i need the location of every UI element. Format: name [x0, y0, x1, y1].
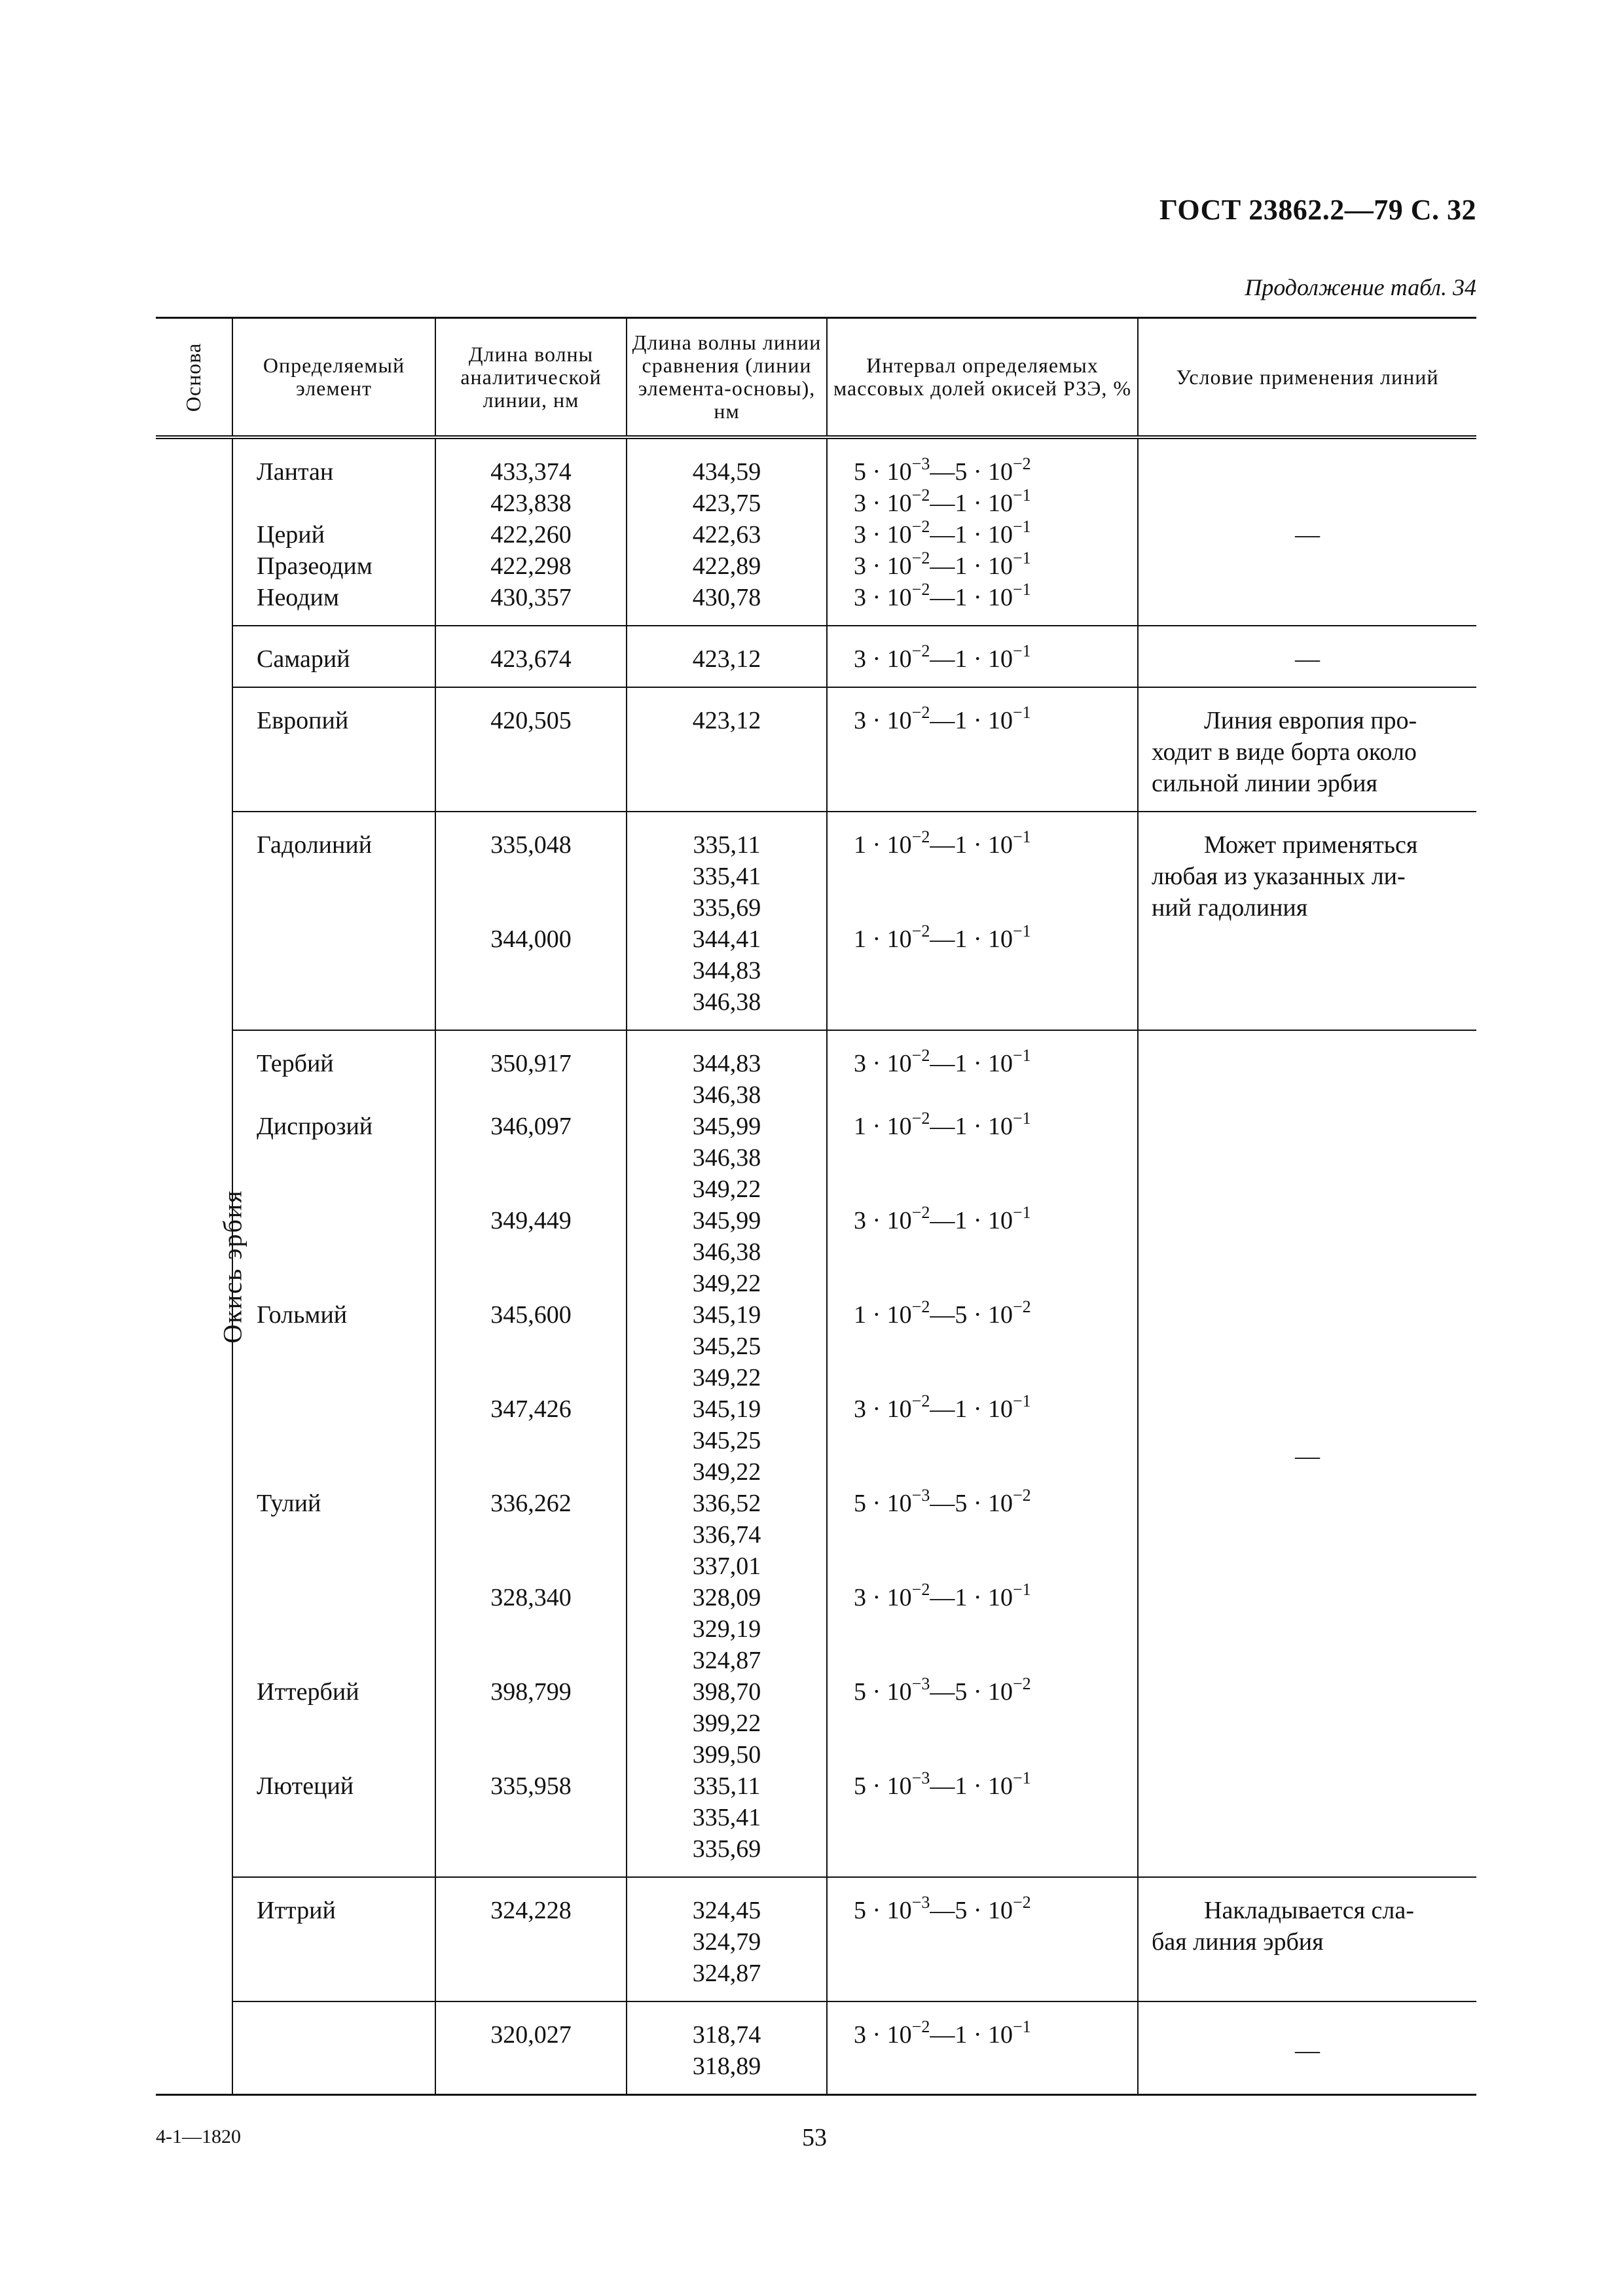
range-low-mantissa: 3 · 10 — [854, 584, 912, 611]
range-high-exponent: −2 — [1012, 1486, 1031, 1505]
comparison-wavelength-cell — [627, 812, 827, 1030]
table-continuation-label: Продолжение табл. 34 — [1245, 274, 1476, 300]
range-low-exponent: −3 — [911, 1486, 930, 1505]
range-high-exponent: −1 — [1012, 2017, 1031, 2036]
range-cell — [827, 1877, 1138, 2001]
analytical-wavelength: 335,048 — [490, 831, 572, 859]
analytical-wavelength: 433,374 — [490, 458, 572, 486]
range-low-exponent: −2 — [911, 922, 930, 941]
analytical-wavelength — [436, 1645, 626, 1676]
analytical-wavelength: 430,357 — [490, 584, 572, 611]
range-low-mantissa: 5 · 10 — [854, 1678, 912, 1706]
analytical-wavelength: 422,298 — [490, 552, 572, 580]
range-low-mantissa: 3 · 10 — [854, 490, 912, 517]
condition-cell: — — [1138, 437, 1476, 626]
range-low-mantissa: 1 · 10 — [854, 1301, 912, 1329]
element-name: Празеодим — [257, 552, 373, 580]
analytical-wavelength — [436, 1425, 626, 1456]
basis-label: Окись эрбия — [217, 1189, 247, 1344]
condition-text: бая линия эрбия — [1152, 1928, 1324, 1956]
range-value — [854, 2019, 1137, 2051]
analytical-wavelength: 349,449 — [490, 1207, 572, 1234]
range-cell — [827, 687, 1138, 812]
analytical-wavelength: 344,000 — [490, 925, 572, 953]
condition-cell — [1138, 812, 1476, 1030]
element-name: Тербий — [257, 1050, 334, 1077]
comparison-wavelength: 328,09 — [692, 1584, 761, 1611]
element-name: Диспрозий — [257, 1113, 373, 1140]
range-value — [854, 582, 1137, 613]
table-row — [156, 1030, 1476, 1877]
range-high-exponent: −1 — [1012, 1580, 1031, 1599]
range-low-mantissa: 1 · 10 — [854, 831, 912, 859]
range-value — [854, 861, 1137, 892]
comparison-wavelength-cell — [627, 437, 827, 626]
range-high-mantissa: —1 · 10 — [930, 1113, 1013, 1140]
range-low-mantissa: 5 · 10 — [854, 1772, 912, 1800]
range-high-exponent: −1 — [1012, 580, 1031, 599]
range-high-exponent: −2 — [1012, 454, 1031, 473]
range-value — [854, 1111, 1137, 1142]
condition-text: ходит в виде борта около — [1152, 738, 1417, 766]
range-value — [854, 1519, 1137, 1551]
column-header-basis-label: Основа — [181, 342, 206, 412]
comparison-wavelength: 423,75 — [692, 490, 761, 517]
element-name — [257, 1393, 435, 1425]
range-cell — [827, 1030, 1138, 1877]
analytical-wavelength — [436, 1079, 626, 1111]
range-value — [854, 1895, 1137, 1926]
range-value — [854, 1048, 1137, 1079]
element-cell — [232, 812, 435, 1030]
comparison-wavelength: 422,63 — [692, 521, 761, 548]
element-cell — [232, 437, 435, 626]
comparison-wavelength: 324,45 — [692, 1897, 761, 1924]
condition-cell: — — [1138, 1030, 1476, 1877]
comparison-wavelength: 349,22 — [692, 1364, 761, 1391]
analytical-wavelength — [436, 1708, 626, 1739]
range-cell — [827, 437, 1138, 626]
range-value — [854, 1142, 1137, 1174]
analytical-wavelength — [436, 1613, 626, 1645]
condition-text: ний гадолиния — [1152, 894, 1308, 922]
table-row — [156, 687, 1476, 812]
range-high-mantissa: —5 · 10 — [930, 458, 1013, 486]
range-low-mantissa: 1 · 10 — [854, 925, 912, 953]
comparison-wavelength: 344,41 — [692, 925, 761, 953]
comparison-wavelength: 345,99 — [692, 1207, 761, 1234]
analytical-wavelength — [436, 1331, 626, 1362]
element-name: Лютеций — [257, 1772, 354, 1800]
analytical-wavelength — [436, 1739, 626, 1770]
comparison-wavelength-cell — [627, 1030, 827, 1877]
table-body — [156, 437, 1476, 2095]
element-name: Церий — [257, 521, 325, 548]
range-high-mantissa: —1 · 10 — [930, 1772, 1013, 1800]
range-low-exponent: −3 — [911, 1893, 930, 1912]
range-high-mantissa: —1 · 10 — [930, 1395, 1013, 1423]
comparison-wavelength: 398,70 — [692, 1678, 761, 1706]
range-value — [854, 1236, 1137, 1268]
element-cell — [232, 1877, 435, 2001]
comparison-wavelength: 318,74 — [692, 2021, 761, 2049]
analytical-wavelength-cell — [435, 437, 627, 626]
condition-text: сильной линии эрбия — [1152, 770, 1377, 797]
range-low-mantissa: 5 · 10 — [854, 458, 912, 486]
range-high-mantissa: —1 · 10 — [930, 521, 1013, 548]
comparison-wavelength: 346,38 — [692, 988, 761, 1016]
analytical-wavelength-cell — [435, 687, 627, 812]
range-high-mantissa: —1 · 10 — [930, 925, 1013, 953]
comparison-wavelength: 335,11 — [693, 1772, 761, 1800]
analytical-wavelength: 320,027 — [490, 2021, 572, 2049]
comparison-wavelength: 318,89 — [692, 2053, 761, 2080]
range-low-exponent: −3 — [911, 1674, 930, 1693]
element-name: Неодим — [257, 584, 339, 611]
element-name: Лантан — [257, 458, 334, 486]
range-value — [854, 1425, 1137, 1456]
column-header-analytical-line: Длина волны аналитической линии, нм — [435, 318, 627, 438]
column-header-condition: Условие применения линий — [1138, 318, 1476, 438]
range-low-mantissa: 3 · 10 — [854, 1584, 912, 1611]
range-value — [854, 1488, 1137, 1519]
element-name — [257, 1739, 435, 1770]
table-row — [156, 437, 1476, 626]
element-name: Гадолиний — [257, 831, 373, 859]
comparison-wavelength: 336,52 — [692, 1490, 761, 1517]
condition-text: Может применяться — [1204, 831, 1418, 859]
table-row — [156, 2001, 1476, 2095]
range-high-exponent: −2 — [1012, 1297, 1031, 1316]
element-name — [257, 1551, 435, 1582]
analytical-wavelength: 398,799 — [490, 1678, 572, 1706]
range-low-mantissa: 3 · 10 — [854, 645, 912, 673]
element-name — [257, 1142, 435, 1174]
range-low-mantissa: 5 · 10 — [854, 1490, 912, 1517]
element-cell — [232, 687, 435, 812]
comparison-wavelength: 345,99 — [692, 1113, 761, 1140]
range-high-exponent: −1 — [1012, 486, 1031, 505]
comparison-wavelength: 399,50 — [692, 1741, 761, 1768]
element-name — [257, 1582, 435, 1613]
column-header-comparison-line: Длина волны линии сравнения (линии элемента-основы), нм — [627, 318, 827, 438]
range-high-mantissa: —5 · 10 — [930, 1490, 1013, 1517]
condition-cell: — — [1138, 626, 1476, 687]
comparison-wavelength: 335,69 — [692, 894, 761, 922]
range-value — [854, 1708, 1137, 1739]
element-name — [257, 1645, 435, 1676]
element-name: Гольмий — [257, 1301, 348, 1329]
range-high-exponent: −1 — [1012, 827, 1031, 846]
range-high-mantissa: —5 · 10 — [930, 1678, 1013, 1706]
range-high-exponent: −1 — [1012, 922, 1031, 941]
range-high-mantissa: —5 · 10 — [930, 1897, 1013, 1924]
analytical-wavelength — [436, 1142, 626, 1174]
analytical-wavelength — [436, 892, 626, 924]
data-table — [156, 317, 1476, 2096]
range-high-mantissa: —1 · 10 — [930, 1050, 1013, 1077]
range-value — [854, 1362, 1137, 1393]
element-cell — [232, 1030, 435, 1877]
range-value — [854, 488, 1137, 519]
comparison-wavelength: 423,12 — [692, 645, 761, 673]
comparison-wavelength: 344,83 — [692, 1050, 761, 1077]
condition-cell — [1138, 687, 1476, 812]
analytical-wavelength: 345,600 — [490, 1301, 572, 1329]
comparison-wavelength: 345,19 — [692, 1395, 761, 1423]
comparison-wavelength: 346,38 — [692, 1081, 761, 1109]
range-low-exponent: −2 — [911, 548, 930, 567]
range-high-mantissa: —1 · 10 — [930, 707, 1013, 734]
element-name — [257, 1331, 435, 1362]
range-value — [854, 1582, 1137, 1613]
element-name: Иттербий — [257, 1678, 359, 1706]
range-high-exponent: −1 — [1012, 1391, 1031, 1410]
range-low-exponent: −2 — [911, 580, 930, 599]
analytical-wavelength — [436, 1236, 626, 1268]
range-value — [854, 924, 1137, 955]
analytical-wavelength — [436, 1519, 626, 1551]
analytical-wavelength-cell — [435, 812, 627, 1030]
element-name — [257, 1425, 435, 1456]
range-value — [854, 519, 1137, 550]
range-cell — [827, 812, 1138, 1030]
range-low-exponent: −2 — [911, 1297, 930, 1316]
comparison-wavelength-cell — [627, 1877, 827, 2001]
analytical-wavelength: 335,958 — [490, 1772, 572, 1800]
analytical-wavelength — [436, 861, 626, 892]
range-high-mantissa: —5 · 10 — [930, 1301, 1013, 1329]
range-high-exponent: −1 — [1012, 703, 1031, 722]
range-value — [854, 1174, 1137, 1205]
page-number: 53 — [802, 2124, 827, 2151]
range-low-exponent: −3 — [911, 1768, 930, 1787]
range-value — [854, 643, 1137, 675]
element-name — [257, 1174, 435, 1205]
element-name: Европий — [257, 707, 349, 734]
range-value — [854, 892, 1137, 924]
comparison-wavelength: 345,19 — [692, 1301, 761, 1329]
range-value — [854, 1645, 1137, 1676]
range-low-mantissa: 3 · 10 — [854, 707, 912, 734]
comparison-wavelength: 346,38 — [692, 1144, 761, 1172]
element-name — [257, 1613, 435, 1645]
range-low-mantissa: 1 · 10 — [854, 1113, 912, 1140]
range-low-mantissa: 3 · 10 — [854, 1207, 912, 1234]
comparison-wavelength: 422,89 — [692, 552, 761, 580]
element-name — [257, 1268, 435, 1299]
range-high-mantissa: —1 · 10 — [930, 645, 1013, 673]
condition-text: Накладывается сла- — [1204, 1897, 1414, 1924]
basis-cell — [156, 437, 247, 2095]
range-low-mantissa: 5 · 10 — [854, 1897, 912, 1924]
range-value — [854, 1676, 1137, 1708]
analytical-wavelength-cell — [435, 2001, 627, 2095]
analytical-wavelength-cell — [435, 1877, 627, 2001]
element-name — [257, 488, 435, 519]
range-high-exponent: −1 — [1012, 1046, 1031, 1065]
range-low-exponent: −3 — [911, 454, 930, 473]
range-low-mantissa: 3 · 10 — [854, 2021, 912, 2049]
range-value — [854, 705, 1137, 736]
range-low-exponent: −2 — [911, 486, 930, 505]
analytical-wavelength-cell — [435, 1030, 627, 1877]
analytical-wavelength: 328,340 — [490, 1584, 572, 1611]
range-high-exponent: −2 — [1012, 1674, 1031, 1693]
range-cell — [827, 626, 1138, 687]
comparison-wavelength: 335,69 — [692, 1835, 761, 1863]
column-header-basis — [156, 318, 232, 438]
analytical-wavelength — [436, 1174, 626, 1205]
range-high-mantissa: —1 · 10 — [930, 584, 1013, 611]
range-value — [854, 1268, 1137, 1299]
analytical-wavelength: 420,505 — [490, 707, 572, 734]
range-value — [854, 1551, 1137, 1582]
comparison-wavelength: 434,59 — [692, 458, 761, 486]
element-name: Иттрий — [257, 1897, 336, 1924]
range-low-exponent: −2 — [911, 1046, 930, 1065]
column-header-element: Определяемый элемент — [232, 318, 435, 438]
comparison-wavelength: 399,22 — [692, 1710, 761, 1737]
analytical-wavelength — [436, 1268, 626, 1299]
comparison-wavelength: 349,22 — [692, 1175, 761, 1203]
range-value — [854, 456, 1137, 488]
analytical-wavelength: 336,262 — [490, 1490, 572, 1517]
document-header: ГОСТ 23862.2—79 С. 32 — [1159, 194, 1476, 226]
range-high-exponent: −1 — [1012, 1109, 1031, 1128]
analytical-wavelength: 423,674 — [490, 645, 572, 673]
element-name — [257, 1362, 435, 1393]
range-value — [854, 1205, 1137, 1236]
range-high-exponent: −1 — [1012, 517, 1031, 536]
comparison-wavelength: 430,78 — [692, 584, 761, 611]
range-value — [854, 1331, 1137, 1362]
range-value — [854, 1393, 1137, 1425]
range-high-mantissa: —1 · 10 — [930, 2021, 1013, 2049]
range-high-exponent: −1 — [1012, 641, 1031, 660]
range-low-mantissa: 3 · 10 — [854, 552, 912, 580]
range-low-mantissa: 3 · 10 — [854, 1050, 912, 1077]
footer-print-code: 4-1—1820 — [156, 2126, 241, 2147]
condition-cell: — — [1138, 2001, 1476, 2095]
analytical-wavelength — [436, 1456, 626, 1488]
element-name: Тулий — [257, 1490, 321, 1517]
comparison-wavelength: 345,25 — [692, 1333, 761, 1360]
element-name — [257, 1236, 435, 1268]
comparison-wavelength: 324,87 — [692, 1960, 761, 1987]
range-value — [854, 1613, 1137, 1645]
element-name — [257, 1205, 435, 1236]
condition-cell — [1138, 1877, 1476, 2001]
analytical-wavelength — [436, 1362, 626, 1393]
range-high-exponent: −1 — [1012, 548, 1031, 567]
element-name — [257, 1519, 435, 1551]
table-row — [156, 812, 1476, 1030]
range-high-exponent: −1 — [1012, 1768, 1031, 1787]
table-row — [156, 1877, 1476, 2001]
condition-text: любая из указанных ли- — [1152, 863, 1406, 890]
range-low-exponent: −2 — [911, 1391, 930, 1410]
comparison-wavelength-cell — [627, 2001, 827, 2095]
comparison-wavelength-cell — [627, 687, 827, 812]
comparison-wavelength: 337,01 — [692, 1552, 761, 1580]
table-header-row — [156, 318, 1476, 438]
element-cell — [232, 626, 435, 687]
range-low-exponent: −2 — [911, 517, 930, 536]
range-low-mantissa: 3 · 10 — [854, 521, 912, 548]
element-name: Самарий — [257, 645, 350, 673]
element-name — [257, 1079, 435, 1111]
range-low-exponent: −2 — [911, 1109, 930, 1128]
element-name — [257, 1456, 435, 1488]
range-low-exponent: −2 — [911, 1203, 930, 1222]
range-value — [854, 1299, 1137, 1331]
analytical-wavelength: 324,228 — [490, 1897, 572, 1924]
range-high-exponent: −1 — [1012, 1203, 1031, 1222]
range-high-mantissa: —1 · 10 — [930, 1207, 1013, 1234]
table-row — [156, 626, 1476, 687]
range-value — [854, 1739, 1137, 1770]
analytical-wavelength: 423,838 — [490, 490, 572, 517]
comparison-wavelength: 335,41 — [692, 863, 761, 890]
range-value — [854, 1770, 1137, 1802]
range-high-mantissa: —1 · 10 — [930, 552, 1013, 580]
range-low-exponent: −2 — [911, 827, 930, 846]
comparison-wavelength: 423,12 — [692, 707, 761, 734]
range-high-mantissa: —1 · 10 — [930, 831, 1013, 859]
analytical-wavelength: 350,917 — [490, 1050, 572, 1077]
condition-text: Линия европия про- — [1204, 707, 1417, 734]
comparison-wavelength: 335,11 — [693, 831, 761, 859]
element-cell — [232, 2001, 435, 2095]
range-low-exponent: −2 — [911, 641, 930, 660]
range-high-mantissa: —1 · 10 — [930, 1584, 1013, 1611]
range-value — [854, 1456, 1137, 1488]
analytical-wavelength: 347,426 — [490, 1395, 572, 1423]
range-cell — [827, 2001, 1138, 2095]
comparison-wavelength: 324,79 — [692, 1928, 761, 1956]
comparison-wavelength: 335,41 — [692, 1804, 761, 1831]
element-name — [257, 1708, 435, 1739]
comparison-wavelength: 346,38 — [692, 1238, 761, 1266]
comparison-wavelength: 349,22 — [692, 1458, 761, 1486]
comparison-wavelength: 344,83 — [692, 957, 761, 984]
range-value — [854, 1079, 1137, 1111]
range-value — [854, 550, 1137, 582]
comparison-wavelength-cell — [627, 626, 827, 687]
range-low-exponent: −2 — [911, 2017, 930, 2036]
range-value — [854, 829, 1137, 861]
range-high-exponent: −2 — [1012, 1893, 1031, 1912]
comparison-wavelength: 324,87 — [692, 1647, 761, 1674]
range-high-mantissa: —1 · 10 — [930, 490, 1013, 517]
range-low-exponent: −2 — [911, 703, 930, 722]
comparison-wavelength: 329,19 — [692, 1615, 761, 1643]
analytical-wavelength: 346,097 — [490, 1113, 572, 1140]
analytical-wavelength — [436, 1551, 626, 1582]
range-low-exponent: −2 — [911, 1580, 930, 1599]
column-header-range: Интервал определяемых массовых долей окисей РЗЭ, % — [827, 318, 1138, 438]
range-low-mantissa: 3 · 10 — [854, 1395, 912, 1423]
comparison-wavelength: 336,74 — [692, 1521, 761, 1549]
analytical-wavelength: 422,260 — [490, 521, 572, 548]
analytical-wavelength-cell — [435, 626, 627, 687]
comparison-wavelength: 349,22 — [692, 1270, 761, 1297]
comparison-wavelength: 345,25 — [692, 1427, 761, 1454]
